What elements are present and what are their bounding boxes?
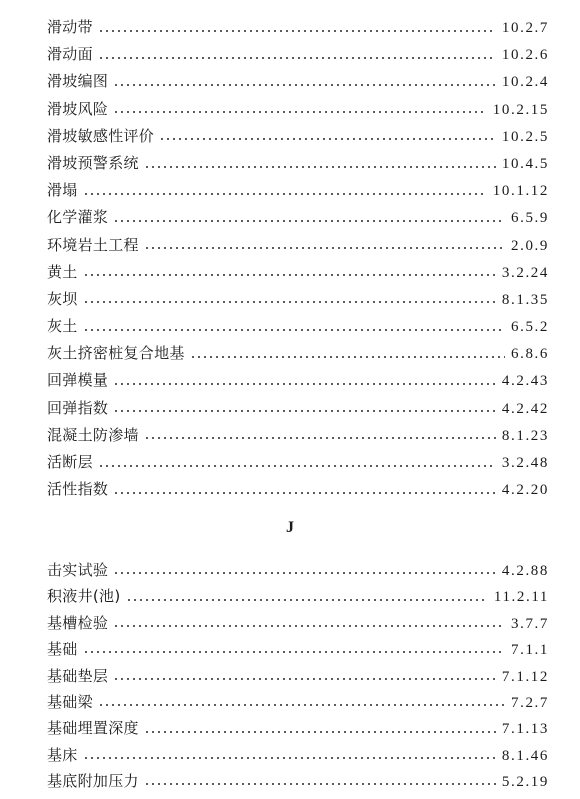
index-entry — [47, 610, 549, 636]
clause-number: 3.2.48 — [501, 455, 549, 471]
index-entry — [47, 14, 549, 41]
dot-leader — [113, 220, 505, 222]
index-entry — [47, 96, 549, 123]
clause-number: 4.2.88 — [501, 563, 549, 579]
index-term: 化学灌浆 — [47, 208, 109, 227]
dot-leader — [83, 651, 505, 653]
index-entry — [47, 41, 549, 68]
index-entry — [47, 367, 549, 394]
clause-number: 3.7.7 — [511, 615, 549, 632]
clause-number: 4.2.20 — [501, 482, 549, 499]
index-term: 灰坝 — [47, 289, 78, 308]
index-entry — [47, 583, 549, 609]
index-entry — [47, 689, 549, 715]
index-section-h — [47, 14, 549, 503]
index-term: 击实试验 — [47, 561, 109, 579]
clause-number: 10.2.5 — [501, 128, 549, 145]
clause-number: 6.5.2 — [511, 319, 549, 336]
index-term: 滑坡预警系统 — [47, 153, 139, 172]
index-entry — [47, 449, 549, 476]
clause-number: 10.2.7 — [501, 20, 549, 36]
index-term: 滑塌 — [47, 181, 78, 200]
dot-leader — [98, 465, 496, 467]
dot-leader — [83, 274, 496, 276]
clause-number: 4.2.42 — [501, 400, 549, 417]
index-entry — [47, 636, 549, 662]
dot-leader — [144, 783, 496, 785]
dot-leader — [113, 383, 496, 385]
dot-leader — [113, 84, 496, 86]
clause-number: 2.0.9 — [511, 237, 549, 254]
clause-number: 10.2.15 — [492, 101, 549, 118]
clause-number: 6.8.6 — [511, 346, 549, 363]
clause-number: 7.1.12 — [501, 668, 549, 685]
clause-number: 8.1.46 — [501, 747, 549, 764]
clause-number: 10.4.5 — [501, 155, 549, 172]
index-term: 基础垫层 — [47, 666, 109, 685]
index-term: 黄土 — [47, 262, 78, 281]
index-term: 活性指数 — [47, 480, 109, 499]
dot-leader — [144, 247, 505, 249]
dot-leader — [159, 138, 496, 140]
index-entry — [47, 395, 549, 422]
index-term: 基础梁 — [47, 692, 93, 711]
index-entry — [47, 286, 549, 313]
dot-leader — [83, 329, 505, 331]
clause-number: 5.2.19 — [501, 774, 549, 791]
dot-leader — [98, 30, 496, 32]
clause-number: 10.2.6 — [501, 47, 549, 64]
index-term: 基础埋置深度 — [47, 719, 139, 738]
clause-number: 3.2.24 — [501, 264, 549, 281]
dot-leader — [113, 572, 496, 574]
index-term: 混凝土防渗墙 — [47, 425, 139, 444]
clause-number: 8.1.23 — [501, 427, 549, 444]
dot-leader — [113, 492, 496, 494]
index-term: 滑动面 — [47, 45, 93, 64]
dot-leader — [83, 757, 496, 759]
index-term: 滑坡编图 — [47, 72, 109, 91]
clause-number: 10.2.4 — [501, 74, 549, 91]
index-term: 回弹模量 — [47, 371, 109, 390]
section-letter-heading: J — [286, 519, 294, 536]
dot-leader — [190, 356, 505, 358]
index-term: 基础 — [47, 640, 78, 659]
dot-leader — [113, 111, 487, 113]
dot-leader — [144, 166, 496, 168]
index-entry — [47, 123, 549, 150]
index-term: 滑坡风险 — [47, 99, 109, 118]
index-entry — [47, 422, 549, 449]
clause-number: 7.2.7 — [511, 694, 549, 711]
dot-leader — [83, 193, 487, 195]
index-term: 灰土 — [47, 317, 78, 336]
index-term: 基床 — [47, 745, 78, 764]
dot-leader — [113, 678, 496, 680]
clause-number: 11.2.11 — [493, 589, 549, 606]
index-entry — [47, 313, 549, 340]
index-term: 滑动带 — [47, 18, 93, 36]
index-term: 回弹指数 — [47, 398, 109, 417]
dot-leader — [98, 704, 505, 706]
dot-leader — [144, 731, 496, 733]
index-term: 滑坡敏感性评价 — [47, 126, 155, 145]
index-term: 活断层 — [47, 453, 93, 471]
index-entry — [47, 742, 549, 768]
index-term: 灰土挤密桩复合地基 — [47, 344, 185, 363]
index-term: 积液井(池) — [47, 587, 121, 606]
index-section-j — [47, 557, 549, 795]
index-entry — [47, 150, 549, 177]
index-term: 环境岩土工程 — [47, 235, 139, 254]
clause-number: 6.5.9 — [511, 210, 549, 227]
index-entry — [47, 340, 549, 367]
dot-leader — [113, 625, 505, 627]
index-entry — [47, 476, 549, 503]
index-entry — [47, 259, 549, 286]
index-term: 基底附加压力 — [47, 772, 139, 791]
dot-leader — [113, 410, 496, 412]
clause-number: 8.1.35 — [501, 291, 549, 308]
clause-number: 7.1.1 — [511, 642, 549, 659]
index-entry — [47, 557, 549, 583]
clause-number: 7.1.13 — [501, 721, 549, 738]
index-term: 基槽检验 — [47, 613, 109, 632]
index-entry — [47, 663, 549, 689]
index-entry — [47, 768, 549, 794]
dot-leader — [83, 301, 496, 303]
clause-number: 10.1.12 — [492, 183, 549, 200]
dot-leader — [144, 437, 496, 439]
index-entry — [47, 204, 549, 231]
index-entry — [47, 177, 549, 204]
index-entry — [47, 715, 549, 741]
dot-leader — [98, 57, 496, 59]
dot-leader — [126, 599, 488, 601]
index-entry — [47, 232, 549, 259]
index-entry — [47, 68, 549, 95]
clause-number: 4.2.43 — [501, 373, 549, 390]
